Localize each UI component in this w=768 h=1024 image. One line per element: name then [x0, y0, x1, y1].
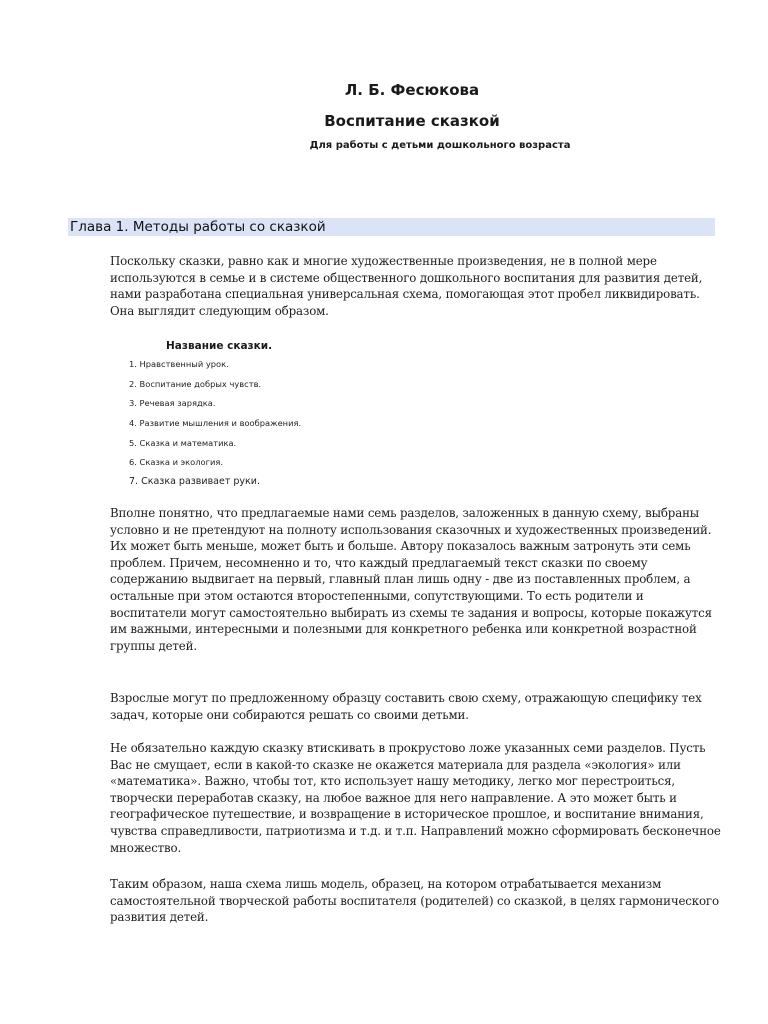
paragraph-flexibility: Не обязательно каждую сказку втискивать в прокрустово ложе указанных семи разделов. Пусть Вас не смущает, если в какой-то сказке не окажется материала для раздела «экология» или «математика». Важно, чтобы тот, кто использует нашу методику, легко мог перестроиться, творчески переработав сказку, на любое важное для него направление. А это может быть и географическое путешествие, и возвращение в историческое прошлое, и воспитание внимания, чувства справедливости, патриотизма и т.д. и т.п. Направлений можно сформировать бесконечное множество. [110, 741, 721, 855]
scheme-list [129, 357, 301, 495]
scheme-item: 7. Сказка развивает руки. [129, 476, 260, 488]
scheme-item: 5. Сказка и математика. [129, 437, 237, 448]
scheme-item: 3. Речевая зарядка. [129, 398, 216, 409]
scheme-item: 6. Сказка и экология. [129, 457, 224, 468]
scheme-item: 4. Развитие мышления и воображения. [129, 418, 302, 429]
book-title: Воспитание сказкой [324, 112, 500, 130]
scheme-item: 1. Нравственный урок. [129, 359, 229, 369]
scheme-title: Название сказки. [166, 340, 273, 352]
scheme-item: 2. Воспитание добрых чувств. [129, 378, 262, 389]
book-subtitle: Для работы с детьми дошкольного возраста [309, 140, 571, 151]
chapter-heading: Глава 1. Методы работы со сказкой [68, 218, 715, 236]
author-name: Л. Б. Фесюкова [344, 81, 480, 99]
paragraph-intro: Поскольку сказки, равно как и многие художественные произведения, не в полной мере используются в семье и в системе общественного дошкольного воспитания для развития детей, нами разработана специальная универсальная схема, помогающая этот пробел ликвидировать. Она выглядит следующим образом. [110, 254, 703, 318]
paragraph-sections: Вполне понятно, что предлагаемые нами семь разделов, заложенных в данную схему, выбраны условно и не претендуют на полноту использования сказочных и художественных произведений. Их может быть меньше, может быть и больше. Автору показалось важным затронуть эти семь проблем. Причем, несомненно и то, что каждый предлагаемый текст сказки по своему содержанию выдвигает на первый, главный план лишь одну - две из поставленных проблем, а остальные при этом остаются второстепенными, сопутствующими. То есть родители и воспитатели могут самостоятельно выбирать из схемы те задания и вопросы, которые покажутся им важными, интересными и полезными для конкретного ребенка или конкретной возрастной группы детей. [110, 506, 712, 653]
paragraph-adults: Взрослые могут по предложенному образцу составить свою схему, отражающую специфику тех задач, которые они собираются решать со своими детьми. [110, 691, 702, 722]
paragraph-conclusion: Таким образом, наша схема лишь модель, образец, на котором отрабатывается механизм самостоятельной творческой работы воспитателя (родителей) со сказкой, в целях гармонического развития детей. [110, 877, 719, 925]
